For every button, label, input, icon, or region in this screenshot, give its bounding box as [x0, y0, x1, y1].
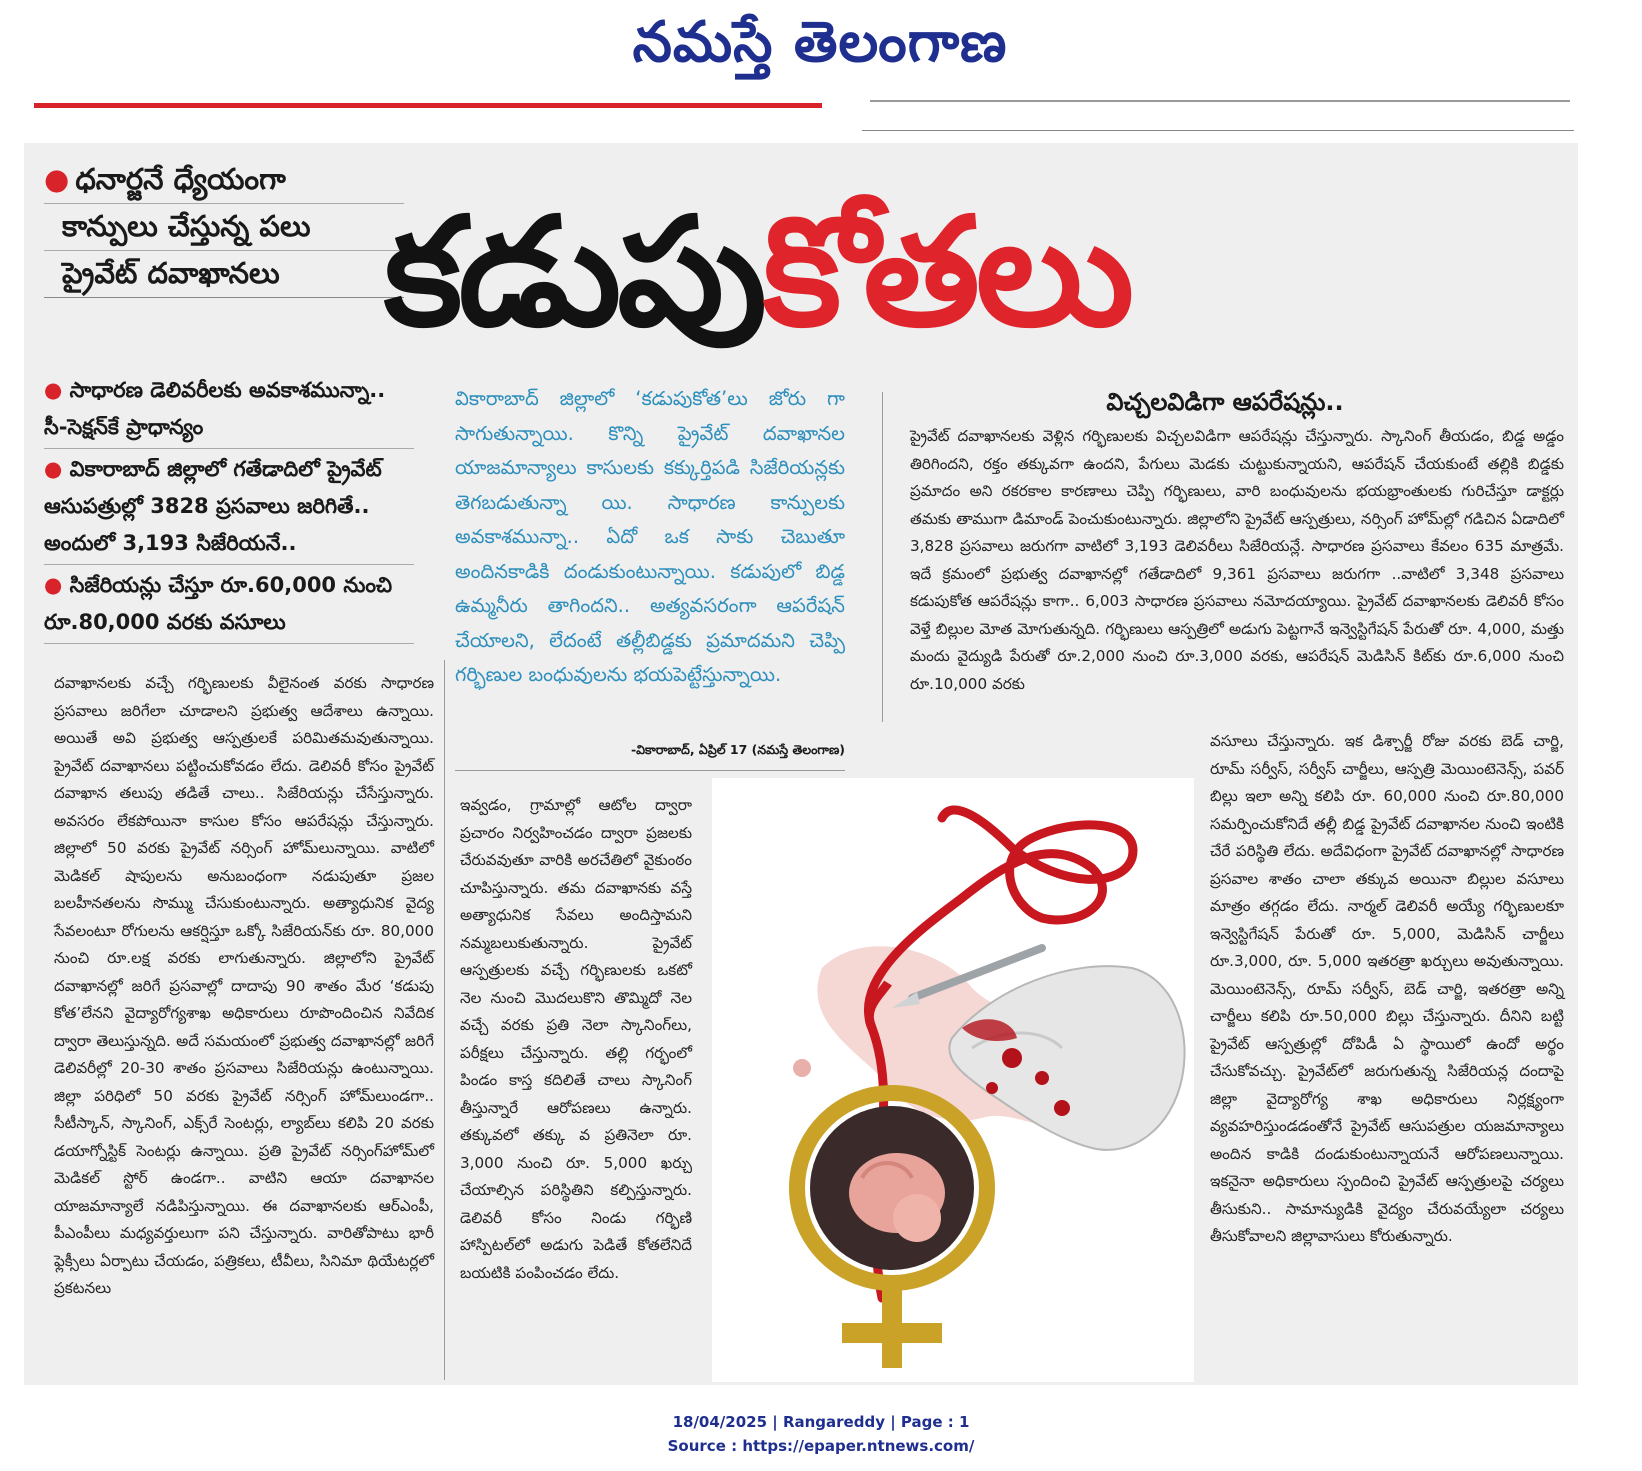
dateline: -వికారాబాద్, ఏప్రిల్ 17 (నమస్తే తెలంగాణ) — [630, 742, 845, 757]
column-divider — [444, 660, 445, 1380]
bullet-dot-icon: ● — [44, 457, 70, 481]
top-bullet-line-1: ధనార్జనే ధ్యేయంగా — [75, 162, 286, 196]
top-bullet-block — [44, 157, 404, 298]
headline-part-2: కోతలు — [762, 186, 1131, 360]
body-column-3-top: ప్రైవేట్ దవాఖానలకు వెళ్లిన గర్భిణులకు విచ్చలవిడిగా ఆపరేషన్లు చేస్తున్నారు. స్కానింగ్ తీయడం, బిడ్డ అడ్డం తిరిగిందని, రక్తం తక్కువగా ఉందని, పేగులు మెడకు చుట్టుకున్నాయని, ఆపరేషన్ చేయకుంటే తల్లికి బిడ్డకు ప్రమాదం అని రకరకాల కారణాలు చెప్పి గర్భిణులు, వారి బంధువులను భయభ్రాంతులకు గురిచేస్తూ డాక్టర్లు తమకు తాముగా డిమాండ్ పెంచుకుంటున్నారు. జిల్లాలోని ప్రైవేట్ ఆస్పత్రులు, నర్సింగ్ హోమ్‌ల్లో గడిచిన ఏడాదిలో 3,828 ప్రసవాలు జరుగగా వాటిలో 3,193 డెలివరీలు సిజేరియన్లే. సాధారణ ప్రసవాలు కేవలం 635 మాత్రమే. ఇదే క్రమంలో ప్రభుత్వ దవాఖానల్లో గతేడాదిలో 9,361 ప్రసవాలు జరుగగా ..వాటిలో 3,348 ప్రసవాలు కడుపుకోత ఆపరేషన్లు కాగా.. 6,003 సాధారణ ప్రసవాలు నమోదయ్యాయి. ప్రైవేట్ దవాఖానలకు డెలివరీ కోసం వెళ్తే బిల్లుల మోత మోగుతున్నది. గర్భిణులు ఆస్పత్రిలో అడుగు పెట్టగానే ఇన్వెస్టిగేషన్ పేరుతో రూ. 4,000, మత్తు మందు వైద్యుడి పేరుతో రూ.2,000 నుంచి రూ.3,000 వరకు, ఆపరేషన్ మెడిసిన్ కిట్‌కు రూ.6,000 నుంచి రూ.10,000 వరకు — [910, 427, 1564, 693]
highlight-item: ● వికారాబాద్ జిల్లాలో గతేడాదిలో ప్రైవేట్ ఆసుపత్రుల్లో 3828 ప్రసవాలు జరిగితే.. అందులో 3,193 సిజేరియనే.. — [44, 451, 414, 565]
body-column-1: దవాఖానలకు వచ్చే గర్భిణులకు వీలైనంత వరకు సాధారణ ప్రసవాలు జరిగేలా చూడాలని ప్రభుత్వ ఆదేశాలు ఉన్నాయి. అయితే అవి ప్రభుత్వ ఆస్పత్రులకే పరిమితమవుతున్నాయి. ప్రైవేట్ దవాఖానలు పట్టించుకోవడం లేదు. డెలివరీ కోసం ప్రైవేట్ దవాఖాన తలుపు తడితే చాలు.. సిజేరియన్లు చేసేస్తున్నారు. అవసరం లేకపోయినా కాసుల కోసం ఆపరేషన్లు చేస్తున్నారు. జిల్లాలో 50 వరకు ప్రైవేట్ నర్సింగ్ హోమ్‌లున్నాయి. వాటిలో మెడికల్ షాపులను అనుబంధంగా నడుపుతూ ప్రజల బలహీనతలను సొమ్ము చేసుకుంటున్నారు. అత్యాధునిక వైద్య సేవలంటూ రోగులను ఆకర్షిస్తూ ఒక్కో సిజేరియన్‌కు రూ. 80,000 నుంచి రూ.లక్ష వరకు లాగుతున్నారు. జిల్లాలోని ప్రైవేట్ దవాఖానల్లో జరిగే ప్రసవాల్లో దాదాపు 90 శాతం మేర ‘కడుపు కోత’లేనని వైద్యారోగ్యశాఖ అధికారులు రూపొందించిన నివేదిక ద్వారా తెలుస్తున్నది. అదే సమయంలో ప్రభుత్వ దవాఖానల్లో జరిగే డెలివరీల్లో 20-30 శాతం ప్రసవాలు సిజేరియన్లు ఉంటున్నాయి. జిల్లా పరిధిలో 50 వరకు ప్రైవేట్ నర్సింగ్ హోమ్‌లుండగా.. సీటీస్కాన్, స్కానింగ్, ఎక్స్‌రే సెంటర్లు, ల్యాబ్‌లు కలిపి 20 వరకు డయాగ్నోస్టిక్ సెంటర్లు ఉన్నాయి. ప్రతి ప్రైవేట్ నర్సింగ్‌హోమ్‌లో మెడికల్ స్టోర్ ఉండగా.. వాటిని ఆయా దవాఖానల యాజమాన్యాలే నడిపిస్తున్నాయి. ఈ దవాఖానలకు ఆర్‌ఎంపీ, పీఎంపీలు మధ్యవర్తులుగా పని చేస్తున్నారు. వారితోపాటు భారీ ఫ్లెక్సీలు ఏర్పాటు చేయడం, పత్రికలు, టీవీలు, సినిమా థియేటర్లలో ప్రకటనలు — [54, 674, 434, 1297]
illustration-female-symbol-fetus-scalpel — [712, 778, 1194, 1382]
body-column-2: ఇవ్వడం, గ్రామాల్లో ఆటోల ద్వారా ప్రచారం నిర్వహించడం ద్వారా ప్రజలకు చేరువవుతూ వారికి అరచేతిలో వైకుంఠం చూపిస్తున్నారు. తమ దవాఖానకు వస్తే అత్యాధునిక సేవలు అందిస్తామని నమ్మబలుకుతున్నారు. ప్రైవేట్ ఆస్పత్రులకు వచ్చే గర్భిణులకు ఒకటో నెల నుంచి మొదలుకొని తొమ్మిదో నెల వచ్చే వరకు ప్రతి నెలా స్కానింగ్‌లు, పరీక్షలు చేస్తున్నారు. తల్లి గర్భంలో పిండం కాస్త కదిలితే చాలు స్కానింగ్ తీస్తున్నారే ఆరోపణలు ఉన్నారు. తక్కువలో తక్కు వ ప్రతినెలా రూ. 3,000 నుంచి రూ. 5,000 ఖర్చు చేయాల్సిన పరిస్థితిని కల్పిస్తున్నారు. డెలివరీ కోసం నిండు గర్భిణి హాస్పిటల్‌లో అడుగు పెడితే కోతలేనిదే బయటికి పంపించడం లేదు. — [460, 796, 692, 1282]
bullet-dot-icon: ● — [44, 162, 70, 196]
page-footer — [0, 1410, 1642, 1458]
body-column-3-bottom: వసూలు చేస్తున్నారు. ఇక డిశ్చార్జీ రోజు వరకు బెడ్ చార్జి, రూమ్ సర్వీస్, సర్వీస్ చార్జీలు, ఆస్పత్రి మెయింటెనెన్స్, పవర్ బిల్లు ఇలా అన్ని కలిపి రూ. 60,000 నుంచి రూ.80,000 సమర్పించుకోనిదే తల్లీ బిడ్డ ప్రైవేట్ దవాఖానల నుంచి ఇంటికి చేరే పరిస్థితి లేదు. అదేవిధంగా ప్రైవేట్ దవాఖానల్లో సాధారణ ప్రసవాల శాతం చాలా తక్కువ అయినా బిల్లుల వసూలు మాత్రం తగ్గడం లేదు. నార్మల్ డెలివరీ అయ్యే గర్భిణులకూ ఇన్వెస్టిగేషన్ పేరుతో రూ. 5,000, మెడిసిన్ చార్జీలు రూ.3,000, రూ. 5,000 ఇతరత్రా ఖర్చులు అవుతున్నాయి. మెయింటెనెన్స్, రూమ్ సర్వీస్, బెడ్ చార్జి, ఇతరత్రా అన్ని చార్జీలు కలిపి రూ.50,000 బిల్లు చేస్తున్నారు. దీనిని బట్టి ప్రైవేట్ ఆస్పత్రుల్లో దోపిడీ ఏ స్థాయిలో ఉందో అర్థం చేసుకోవచ్చు. ప్రైవేట్‌లో జరుగుతున్న సిజేరియన్ల దందాపై జిల్లా వైద్యారోగ్య శాఖ అధికారులు నిర్లక్ష్యంగా వ్యవహరిస్తుండడంతోనే ప్రైవేట్ ఆసుపత్రుల యజమాన్యాలు అందిన కాడికి దండుకుంటున్నాయనే ఆరోపణలున్నాయి. ఇకనైనా అధికారులు స్పందించి ప్రైవేట్ ఆస్పత్రులపై చర్యలు తీసుకుని.. సామాన్యుడికి వైద్యం చేరువయ్యేలా చర్యలు తీసుకోవాలని జిల్లావాసులు కోరుతున్నారు. — [1210, 732, 1564, 1245]
lead-divider — [455, 770, 845, 771]
highlight-item: ● సిజేరియన్లు చేస్తూ రూ.60,000 నుంచి రూ.80,000 వరకు వసూలు — [44, 567, 414, 644]
top-bullet-line-2: కాన్పులు చేస్తున్న పలు — [44, 204, 404, 251]
bullet-dot-icon: ● — [44, 573, 70, 597]
illustration-graphic — [712, 778, 1194, 1382]
footer-source-link[interactable]: Source : https://epaper.ntnews.com/ — [667, 1437, 975, 1455]
highlights-list — [44, 372, 414, 646]
top-bullet-line-3: ప్రైవేట్ దవాఖానలు — [44, 251, 404, 298]
top-divider-lower — [862, 130, 1574, 131]
masthead-logo: నమస్తే తెలంగాణ — [632, 10, 1008, 75]
top-divider — [870, 100, 1570, 102]
footer-date-edition: 18/04/2025 | Rangareddy | Page : 1 — [672, 1413, 970, 1431]
bullet-dot-icon: ● — [44, 378, 70, 402]
subheading: విచ్చలవిడిగా ఆపరేషన్లు.. — [1106, 388, 1344, 416]
headline — [384, 188, 1574, 358]
masthead-red-rule — [34, 103, 822, 108]
column-divider — [882, 392, 883, 722]
highlight-item: ● సాధారణ డెలివరీలకు అవకాశమున్నా.. సీ-సెక్షన్‌కే ప్రాధాన్యం — [44, 372, 414, 449]
headline-part-1: కడుపు — [384, 186, 763, 360]
lead-paragraph: వికారాబాద్ జిల్లాలో ‘కడుపుకోత’లు జోరు గా సాగుతున్నాయి. కొన్ని ప్రైవేట్ దవాఖానల యాజమాన్యాలు కాసులకు కక్కుర్తిపడి సిజేరియన్లకు తెగబడుతున్నా యి. సాధారణ కాన్పులకు అవకాశమున్నా.. ఏదో ఒక సాకు చెబుతూ అందినకాడికి దండుకుంటున్నాయి. కడుపులో బిడ్డ ఉమ్మనీరు తాగిందని.. అత్యవసరంగా ఆపరేషన్ చేయాలని, లేదంటే తల్లీబిడ్డకు ప్రమాదమని చెప్పి గర్భిణుల బంధువులను భయపెట్టేస్తున్నాయి. — [455, 387, 845, 686]
